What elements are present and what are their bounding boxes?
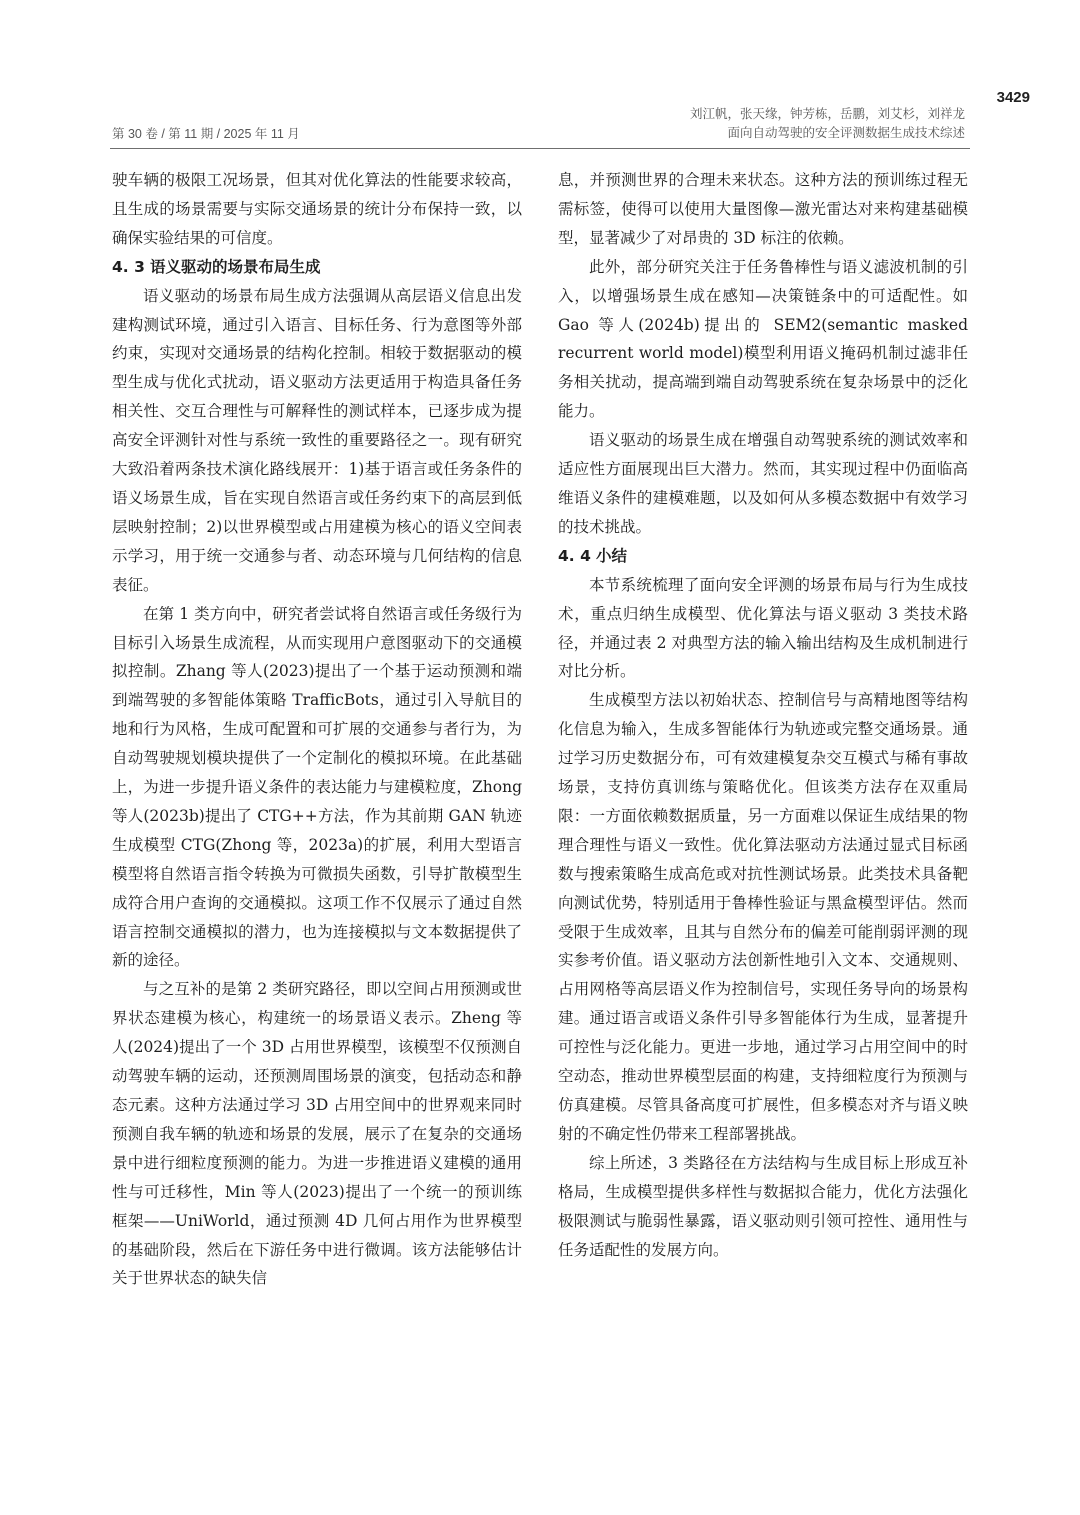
paragraph: 语义驱动的场景生成在增强自动驾驶系统的测试效率和适应性方面展现出巨大潜力。然而，其实现过程中仍面临高维语义条件的建模难题，以及如何从多模态数据中有效学习的技术挑战。 xyxy=(558,431,968,536)
paragraph: 语义驱动的场景布局生成方法强调从高层语义信息出发建构测试环境，通过引入语言、目标任务、行为意图等外部约束，实现对交通场景的结构化控制。相较于数据驱动的模型生成与优化式扰动，语义驱动方法更适用于构造具备任务相关性、交互合理性与可解释性的测试样本，已逐步成为提高安全评测针对性与系统一致性的重要路径之一。现有研究大致沿着两条技术演化路线展开：1)基于语言或任务条件的语义场景生成，旨在实现自然语言或任务约束下的高层到低层映射控制；2)以世界模型或占用建模为核心的语义空间表示学习，用于统一交通参与者、动态环境与几何结构的信息表征。 xyxy=(112,286,522,594)
section-number: 4. 4 xyxy=(558,546,591,565)
journal-info: 第 30 卷 / 第 11 期 / 2025 年 11 月 xyxy=(112,127,300,141)
paragraph: 此外，部分研究关注于任务鲁棒性与语义滤波机制的引入，以增强场景生成在感知—决策链条中的可适配性。如 Gao 等人(2024b)提出的 SEM2(semantic masked recurrent world model)模型利用语义掩码机制过滤非任务相关扰动，提高端到端自动驾驶系统在复杂场景中的泛化能力。 xyxy=(558,257,968,421)
author-list: 刘江帆，张天缘，钟芳栋，岳鹏，刘艾杉，刘祥龙 xyxy=(689,107,965,121)
paragraph-continuation: 驶车辆的极限工况场景，但其对优化算法的性能要求较高，且生成的场景需要与实际交通场景的统计分布保持一致，以确保实验结果的可信度。 xyxy=(112,171,522,247)
running-header xyxy=(690,105,965,143)
paragraph: 生成模型方法以初始状态、控制信号与高精地图等结构化信息为输入，生成多智能体行为轨迹或完整交通场景。通过学习历史数据分布，可有效建模复杂交互模式与稀有事故场景，支持仿真训练与策略优化。但该类方法存在双重局限：一方面依赖数据质量，另一方面难以保证生成结果的物理合理性与语义一致性。优化算法驱动方法通过显式目标函数与搜索策略生成高危或对抗性测试场景。此类技术具备靶向测试优势，特别适用于鲁棒性验证与黑盒模型评估。然而受限于生成效率，且其与自然分布的偏差可能削弱评测的现实参考价值。语义驱动方法创新性地引入文本、交通规则、占用网格等高层语义作为控制信号，实现任务导向的场景构建。通过语言或语义条件引导多智能体行为生成，显著提升可控性与泛化能力。更进一步地，通过学习占用空间中的时空动态，推动世界模型层面的构建，支持细粒度行为预测与仿真建模。尽管具备高度可扩展性，但多模态对齐与语义映射的不确定性仍带来工程部署挑战。 xyxy=(558,691,968,1143)
paragraph: 在第 1 类方向中，研究者尝试将自然语言或任务级行为目标引入场景生成流程，从而实现用户意图驱动下的交通模拟控制。Zhang 等人(2023)提出了一个基于运动预测和端到端驾驶的多智能体策略 TrafficBots，通过引入导航目的地和行为风格，生成可配置和可扩展的交通参与者行为，为自动驾驶规划模块提供了一个定制化的模拟环境。在此基础上，为进一步提升语义条件的表达能力与建模粒度，Zhong 等人(2023b)提出了 CTG++方法，作为其前期 GAN 轨迹生成模型 CTG(Zhong 等，2023a)的扩展，利用大型语言模型将自然语言指令转换为可微损失函数，引导扩散模型生成符合用户查询的交通模拟。这项工作不仅展示了通过自然语言控制交通模拟的潜力，也为连接模拟与文本数据提供了新的途径。 xyxy=(112,604,522,970)
paragraph: 综上所述，3 类路径在方法结构与生成目标上形成互补格局，生成模型提供多样性与数据拟合能力，优化方法强化极限测试与脆弱性暴露，语义驱动则引领可控性、通用性与任务适配性的发展方向。 xyxy=(558,1153,968,1259)
section-title: 小结 xyxy=(596,546,628,565)
left-column xyxy=(112,166,522,1293)
article-title: 面向自动驾驶的安全评测数据生成技术综述 xyxy=(727,126,965,140)
section-title: 语义驱动的场景布局生成 xyxy=(150,257,321,276)
section-heading-4-4 xyxy=(558,542,968,571)
right-column xyxy=(558,166,968,1264)
section-number: 4. 3 xyxy=(112,257,145,276)
paragraph: 与之互补的是第 2 类研究路径，即以空间占用预测或世界状态建模为核心，构建统一的场景语义表示。Zheng 等人(2024)提出了一个 3D 占用世界模型，该模型不仅预测自动驾驶车辆的运动，还预测周围场景的演变，包括动态和静态元素。这种方法通过学习 3D 占用空间中的世界观来同时预测自我车辆的轨迹和场景的发展，展示了在复杂的交通场景中进行细粒度预测的能力。为进一步推进语义建模的通用性与可迁移性，Min 等人(2023)提出了一个统一的预训练框架——UniWorld，通过预测 4D 几何占用作为世界模型的基础阶段，然后在下游任务中进行微调。该方法能够估计关于世界状态的缺失信 xyxy=(112,980,522,1288)
section-heading-4-3 xyxy=(112,253,522,282)
page-number: 3429 xyxy=(996,89,1030,106)
paragraph: 本节系统梳理了面向安全评测的场景布局与行为生成技术，重点归纳生成模型、优化算法与语义驱动 3 类技术路径，并通过表 2 对典型方法的输入输出结构及生成机制进行对比分析。 xyxy=(558,575,968,681)
header-rule xyxy=(110,148,970,149)
paragraph-continuation: 息，并预测世界的合理未来状态。这种方法的预训练过程无需标签，使得可以使用大量图像—激光雷达对来构建基础模型，显著减少了对昂贵的 3D 标注的依赖。 xyxy=(558,171,968,247)
